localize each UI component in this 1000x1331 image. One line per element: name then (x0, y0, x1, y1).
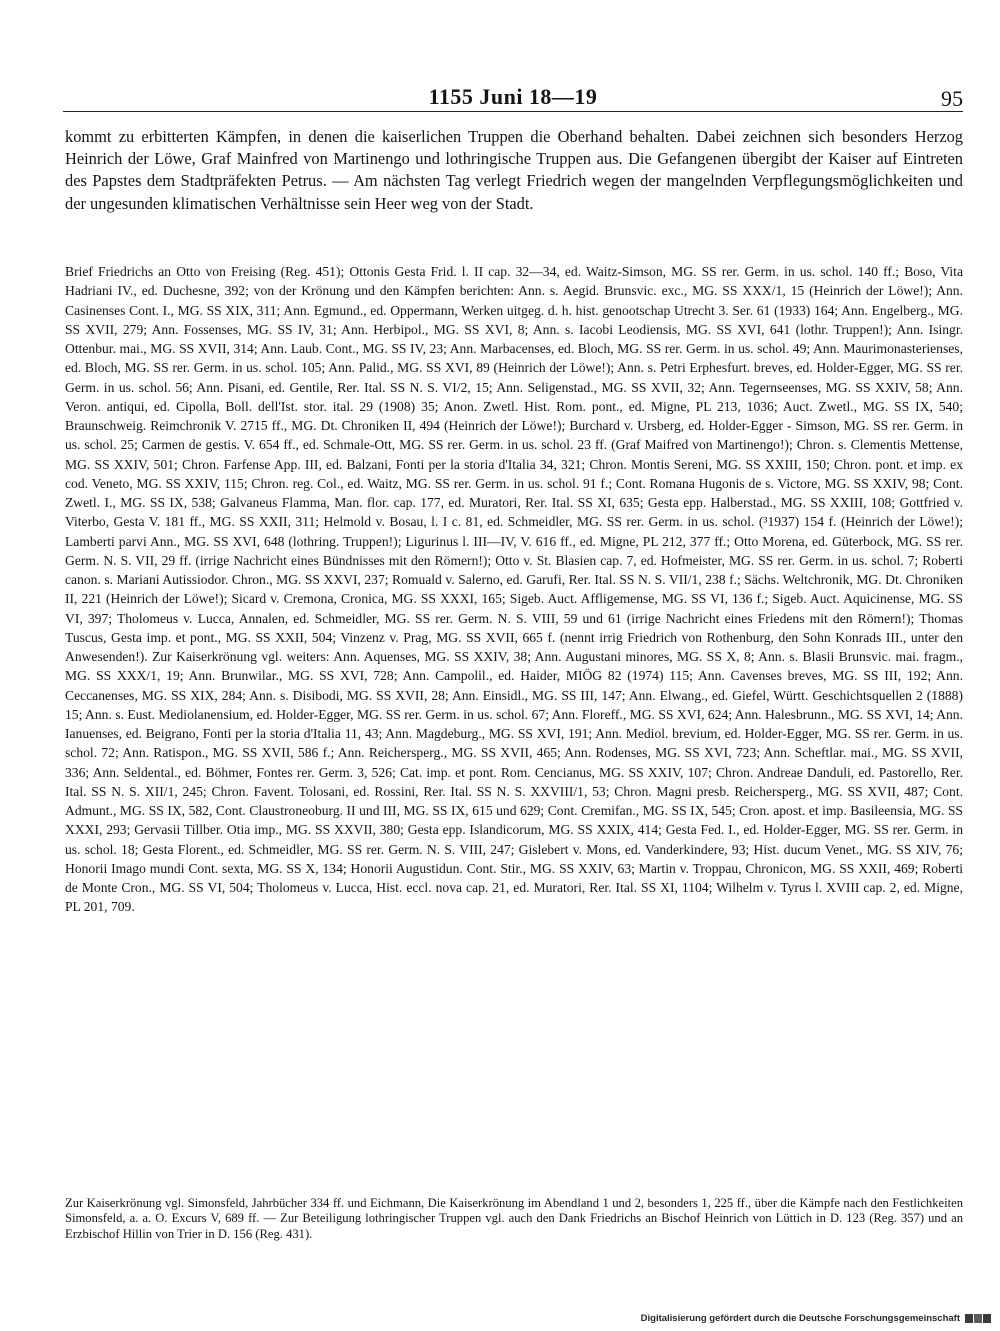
page-footer (0, 1309, 1000, 1331)
header-rule (63, 111, 963, 112)
source-references: Brief Friedrichs an Otto von Freising (Reg. 451); Ottonis Gesta Frid. l. II cap. 32—34, ed. Waitz-Simson, MG. SS rer. Germ. in us. schol. 140 ff.; Boso, Vita Hadriani IV., ed. Duchesne, 392; von der Krönung und den Kämpfen berichten: Ann. s. Aegid. Brunsvic. exc., MG. SS XXX/1, 15 (Heinrich der Löwe!); Ann. Casinenses Cont. I., MG. SS XIX, 311; Ann. Egmund., ed. Oppermann, Werken uitgeg. d. h. hist. genootschap Utrecht 3. Ser. 61 (1933) 164; Ann. Engelberg., MG. SS XVII, 279; Ann. Fossenses, MG. SS IV, 31; Ann. Herbipol., MG. SS XVI, 8; Ann. s. Iacobi Leodiensis, MG. SS XVI, 641 (lothr. Truppen!); Ann. Isingr. Ottenbur. mai., MG. SS XVII, 314; Ann. Laub. Cont., MG. SS IV, 23; Ann. Marbacenses, ed. Bloch, MG. SS rer. Germ. in us. schol. 49; Ann. Maurimonasterienses, ed. Bloch, MG. SS rer. Germ. in us. schol. 105; Ann. Palid., MG. SS XVI, 89 (Heinrich der Löwe!); Ann. s. Petri Erphesfurt. breves, ed. Holder-Egger, MG. SS rer. Germ. in us. schol. 56; Ann. Pisani, ed. Gentile, Rer. Ital. SS N. S. VI/2, 15; Ann. Seligenstad., MG. SS XVII, 32; Ann. Tegernseenses, MG. SS XXIV, 58; Ann. Veron. antiqui, ed. Cipolla, Boll. dell'Ist. stor. ital. 29 (1908) 35; Anon. Zwetl. Hist. Rom. pont., ed. Migne, PL 213, 1036; Auct. Zwetl., MG. SS IX, 540; Braunschweig. Reimchronik V. 2715 ff., MG. Dt. Chroniken II, 494 (Heinrich der Löwe!); Burchard v. Ursberg, ed. Holder-Egger - Simson, MG. SS rer. Germ. in us. schol. 25; Carmen de gestis. V. 654 ff., ed. Schmale-Ott, MG. SS rer. Germ. in us. schol. 23 ff. (Graf Maifred von Martinengo!); Chron. s. Clementis Mettense, MG. SS XXIV, 501; Chron. Farfense App. III, ed. Balzani, Fonti per la storia d'Italia 34, 321; Chron. Montis Sereni, MG. SS XXIII, 150; Chron. pont. et imp. ex cod. Veneto, MG. SS XXIV, 115; Chron. reg. Col., ed. Waitz, MG. SS rer. Germ. in us. schol. 91 f.; Cont. Romana Hugonis de s. Victore, MG. SS XXIV, 98; Cont. Zwetl. I., MG. SS IX, 538; Galvaneus Flamma, Man. flor. cap. 177, ed. Muratori, Rer. Ital. SS XI, 635; Gesta epp. Halberstad., MG. SS XXIII, 108; Gottfried v. Viterbo, Gesta V. 181 ff., MG. SS XXII, 311; Helmold v. Bosau, l. I c. 81, ed. Schmeidler, MG. SS rer. Germ. in us. schol. (³1937) 154 f. (Heinrich der Löwe!); Lamberti parvi Ann., MG. SS XVI, 648 (lothring. Truppen!); Ligurinus l. III—IV, V. 616 ff., ed. Migne, PL 212, 377 ff.; Otto Morena, ed. Güterbock, MG. SS rer. Germ. N. S. VII, 29 ff. (irrige Nachricht eines Bündnisses mit den Römern!); Otto v. St. Blasien cap. 7, ed. Hofmeister, MG. SS rer. Germ. in us. schol. 7; Roberti canon. s. Mariani Autissiodor. Chron., MG. SS XXVI, 237; Romuald v. Salerno, ed. Garufi, Rer. Ital. SS N. S. VII/1, 238 f.; Sächs. Weltchronik, MG. Dt. Chroniken II, 221 (Heinrich der Löwe!); Sicard v. Cremona, Cronica, MG. SS XXXI, 165; Sigeb. Auct. Affligemense, MG. SS VI, 136 f.; Sigeb. Auct. Aquicinense, MG. SS VI, 397; Tholomeus v. Lucca, Annalen, ed. Schmeidler, MG. SS rer. Germ. N. S. VIII, 59 und 61 (irrige Nachricht eines Friedens mit den Römern!); Thomas Tuscus, Gesta imp. et pont., MG. SS XXII, 504; Vinzenz v. Prag, MG. SS XVII, 665 f. (nennt irrig Friedrich von Rothenburg, den Sohn Konrads III., unter den Anwesenden!). Zur Kaiserkrönung vgl. weiters: Ann. Aquenses, MG. SS XXIV, 38; Ann. Augustani minores, MG. SS X, 8; Ann. s. Blasii Brunsvic. mai. fragm., MG. SS XXX/1, 19; Ann. Brunwilar., MG. SS XVI, 728; Ann. Campolil., ed. Haider, MIÖG 82 (1974) 115; Ann. Cavenses breves, MG. SS III, 192; Ann. Ceccanenses, MG. SS XIX, 284; Ann. s. Disibodi, MG. SS XVII, 28; Ann. Einsidl., MG. SS III, 147; Ann. Elwang., ed. Giefel, Württ. Geschichtsquellen 2 (1888) 15; Ann. s. Eust. Mediolanensium, ed. Holder-Egger, MG. SS rer. Germ. in us. schol. 67; Ann. Floreff., MG. SS XVI, 624; Ann. Halesbrunn., MG. SS XVI, 14; Ann. Ianuenses, ed. Beigrano, Fonti per la storia d'Italia 11, 43; Ann. Magdeburg., MG. SS XVI, 191; Ann. Mediol. brevium, ed. Holder-Egger, MG. SS rer. Germ. in us. schol. 72; Ann. Ratispon., MG. SS XVII, 586 f.; Ann. Reichersperg., MG. SS XVII, 465; Ann. Rodenses, MG. SS XVI, 723; Ann. Scheftlar. mai., MG. SS XVII, 336; Ann. Seldental., ed. Böhmer, Fontes rer. Germ. 3, 526; Cat. imp. et pont. Rom. Cencianus, MG. SS XXIV, 107; Chron. Andreae Danduli, ed. Pastorello, Rer. Ital. SS N. S. XII/1, 245; Chron. Favent. Tolosani, ed. Rossini, Rer. Ital. SS N. S. XXVIII/1, 53; Chron. Magni presb. Reichersperg., MG. SS XVII, 487; Cont. Admunt., MG. SS IX, 582, Cont. Claustroneoburg. II und III, MG. SS IX, 615 und 629; Cont. Cremifan., MG. SS IX, 545; Cron. apost. et imp. Basileensia, MG. SS XXXI, 293; Gervasii Tillber. Otia imp., MG. SS XXVII, 380; Gesta epp. Islandicorum, MG. SS XXIX, 414; Gesta Fed. I., ed. Holder-Egger, MG. SS rer. Germ. in us. schol. 18; Gesta Florent., ed. Schmeidler, MG. SS rer. Germ. N. S. VIII, 247; Gislebert v. Mons, ed. Vanderkindere, 93; Hist. ducum Venet., MG. SS XIV, 76; Honorii Imago mundi Cont. sexta, MG. SS X, 134; Honorii Augustidun. Cont. Stir., MG. SS XXIV, 63; Martin v. Troppau, Chronicon, MG. SS XXII, 469; Roberti de Monte Cron., MG. SS VI, 504; Tholomeus v. Lucca, Hist. eccl. nova cap. 21, ed. Muratori, Rer. Ital. SS XI, 1104; Wilhelm v. Tyrus l. XVIII cap. 2, ed. Migne, PL 201, 709. (65, 264, 963, 915)
page-number: 95 (941, 86, 963, 111)
commentary-notes: Zur Kaiserkrönung vgl. Simonsfeld, Jahrbücher 334 ff. und Eichmann, Die Kaiserkrönung im Abendland 1 und 2, besonders 1, 225 ff., über die Kämpfe nach den Festlichkeiten Simonsfeld, a. a. O. Excurs V, 689 ff. — Zur Beteiligung lothringischer Truppen vgl. auch den Dank Friedrichs an Bischof Heinrich von Lüttich in D. 123 (Reg. 357) und an Erzbischof Hillin von Trier in D. 156 (Reg. 431). (65, 1196, 963, 1241)
dfg-logo-icon (964, 1312, 992, 1325)
running-title-dates: 1155 Juni 18—19 (428, 84, 598, 109)
page-header (63, 84, 963, 112)
regest-text: kommt zu erbitterten Kämpfen, in denen die kaiserlichen Truppen die Oberhand behalten. Dabei zeichnen sich besonders Herzog Heinrich der Löwe, Graf Mainfred von Martinengo und lothringische Truppen aus. Die Gefangenen übergibt der Kaiser auf Eintreten des Papstes dem Stadtpräfekten Petrus. — Am nächsten Tag verlegt Friedrich wegen der mangelnden Verpflegungsmöglichkeiten und der ungesunden klimatischen Verhältnisse sein Heer weg von der Stadt. (65, 127, 963, 213)
funding-notice: Digitalisierung gefördert durch die Deutsche Forschungsgemeinschaft (640, 1313, 960, 1324)
